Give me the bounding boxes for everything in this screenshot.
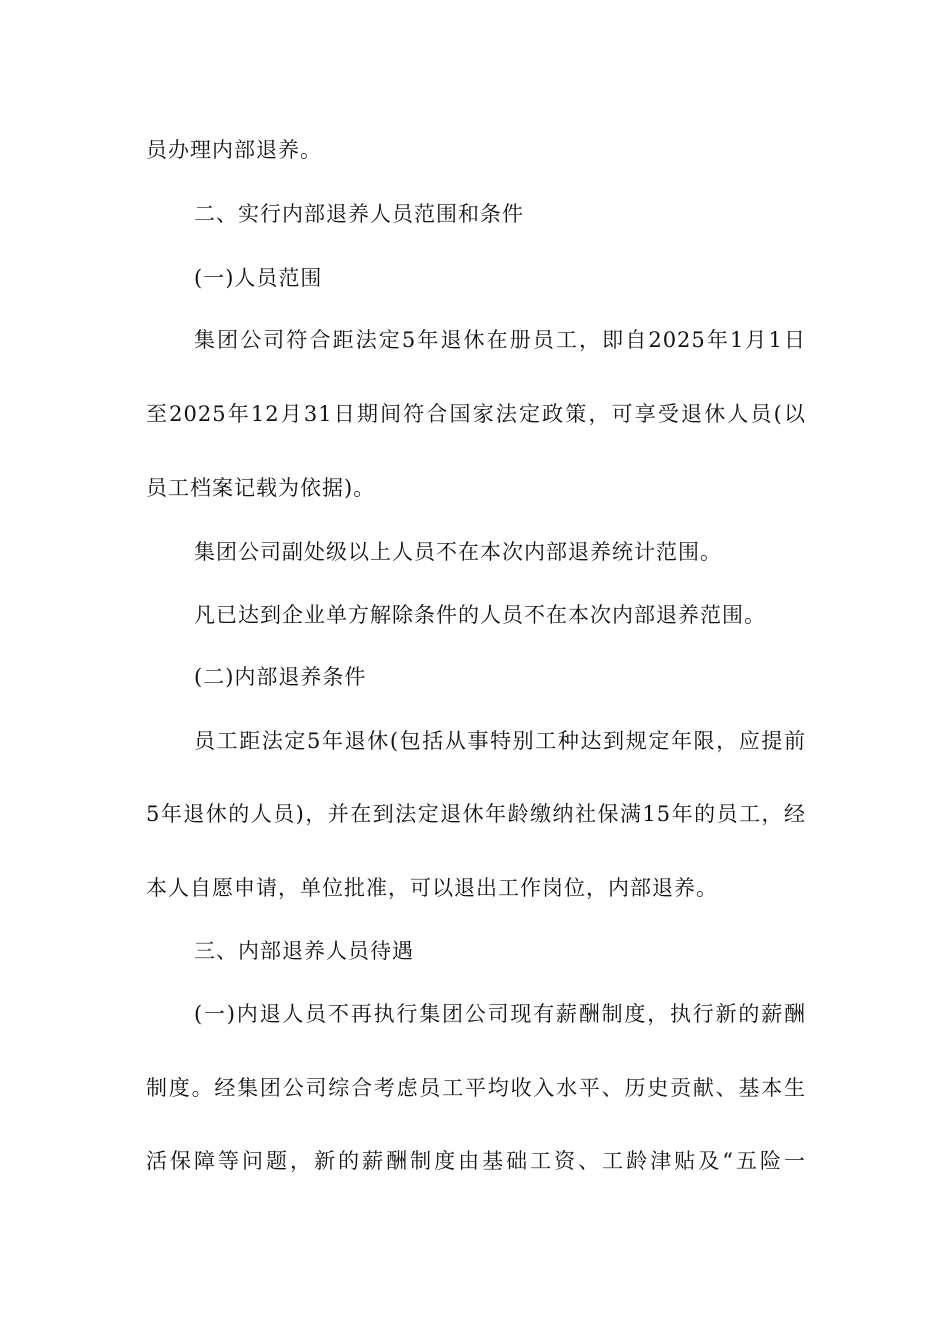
paragraph-line: 本人自愿申请，单位批准，可以退出工作岗位，内部退养。 xyxy=(146,876,718,900)
subsection-heading: (一)人员范围 xyxy=(194,266,323,290)
paragraph-line: 员工距法定5年退休(包括从事特别工种达到规定年限，应提前 xyxy=(194,729,806,753)
paragraph-line: 5年退休的人员)，并在到法定退休年龄缴纳社保满15年的员工，经 xyxy=(146,802,806,826)
paragraph-line: 凡已达到企业单方解除条件的人员不在本次内部退养范围。 xyxy=(194,603,766,627)
paragraph-line: 员办理内部退养。 xyxy=(146,138,322,162)
paragraph-line: 集团公司副处级以上人员不在本次内部退养统计范围。 xyxy=(194,540,722,564)
paragraph-line: 制度。经集团公司综合考虑员工平均收入水平、历史贡献、基本生 xyxy=(146,1076,806,1100)
paragraph-line: (一)内退人员不再执行集团公司现有薪酬制度，执行新的薪酬 xyxy=(194,1002,806,1026)
paragraph-line: 员工档案记载为依据)。 xyxy=(146,476,376,500)
paragraph-line: 集团公司符合距法定5年退休在册员工，即自2025年1月1日 xyxy=(194,328,806,352)
paragraph-line: 至2025年12月31日期间符合国家法定政策，可享受退休人员(以 xyxy=(146,402,806,426)
section-heading: 二、实行内部退养人员范围和条件 xyxy=(194,202,524,226)
subsection-heading: (二)内部退养条件 xyxy=(194,665,367,689)
section-heading: 三、内部退养人员待遇 xyxy=(194,939,414,963)
paragraph-line: 活保障等问题，新的薪酬制度由基础工资、工龄津贴及“五险一 xyxy=(146,1149,806,1173)
